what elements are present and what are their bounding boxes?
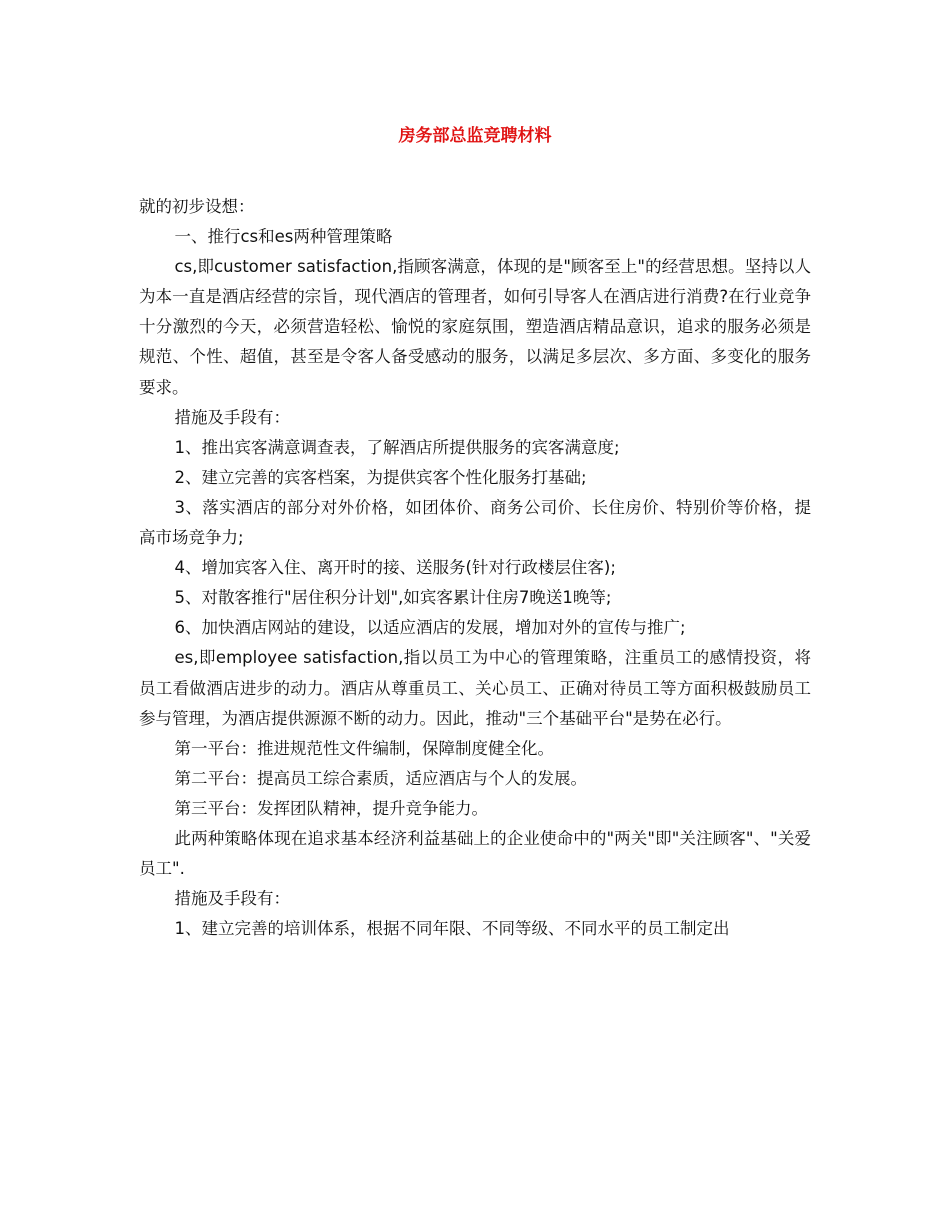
paragraph-summary: 此两种策略体现在追求基本经济利益基础上的企业使命中的"两关"即"关注顾客"、"关爱员工". xyxy=(139,828,811,879)
paragraph-cs: cs,即customer satisfaction,指顾客满意，体现的是"顾客至上"的经营思想。坚持以人为本一直是酒店经营的宗旨，现代酒店的管理者，如何引导客人在酒店进行消费?在行业竞争十分激烈的今天，必须营造轻松、愉悦的家庭氛围，塑造酒店精品意识，追求的服务必须是规范、个性、超值，甚至是令客人备受感动的服务，以满足多层次、多方面、多变化的服务要求。 xyxy=(139,257,811,397)
platform-item: 第一平台：推进规范性文件编制，保障制度健全化。 xyxy=(174,738,554,758)
platform-item: 第二平台：提高员工综合素质，适应酒店与个人的发展。 xyxy=(174,768,587,788)
list-item: 6、加快酒店网站的建设，以适应酒店的发展，增加对外的宣传与推广; xyxy=(174,618,686,638)
platform-item: 第三平台：发挥团队精神，提升竞争能力。 xyxy=(174,798,488,818)
measures-heading: 措施及手段有： xyxy=(174,407,290,427)
measures-heading: 措施及手段有： xyxy=(174,889,290,909)
section-heading: 一、推行cs和es两种管理策略 xyxy=(174,227,393,247)
list-item: 5、对散客推行"居住积分计划",如宾客累计住房7晚送1晚等; xyxy=(174,588,612,608)
list-item: 4、增加宾客入住、离开时的接、送服务(针对行政楼层住客); xyxy=(174,558,616,578)
list-item: 2、建立完善的宾客档案，为提供宾客个性化服务打基础; xyxy=(174,467,587,487)
list-item: 1、建立完善的培训体系，根据不同年限、不同等级、不同水平的员工制定出 xyxy=(174,919,730,939)
list-item: 1、推出宾客满意调查表，了解酒店所提供服务的宾客满意度; xyxy=(174,437,620,457)
paragraph-intro: 就的初步设想： xyxy=(139,197,255,216)
paragraph-es: es,即employee satisfaction,指以员工为中心的管理策略，注重员工的感情投资，将员工看做酒店进步的动力。酒店从尊重员工、关心员工、正确对待员工等方面积极鼓励员工参与管理，为酒店提供源源不断的动力。因此，推动"三个基础平台"是势在必行。 xyxy=(139,648,811,728)
document-title: 房务部总监竞聘材料 xyxy=(398,126,552,146)
list-item: 3、落实酒店的部分对外价格，如团体价、商务公司价、长住房价、特别价等价格，提高市场竞争力; xyxy=(139,497,811,548)
document-body xyxy=(139,192,811,944)
